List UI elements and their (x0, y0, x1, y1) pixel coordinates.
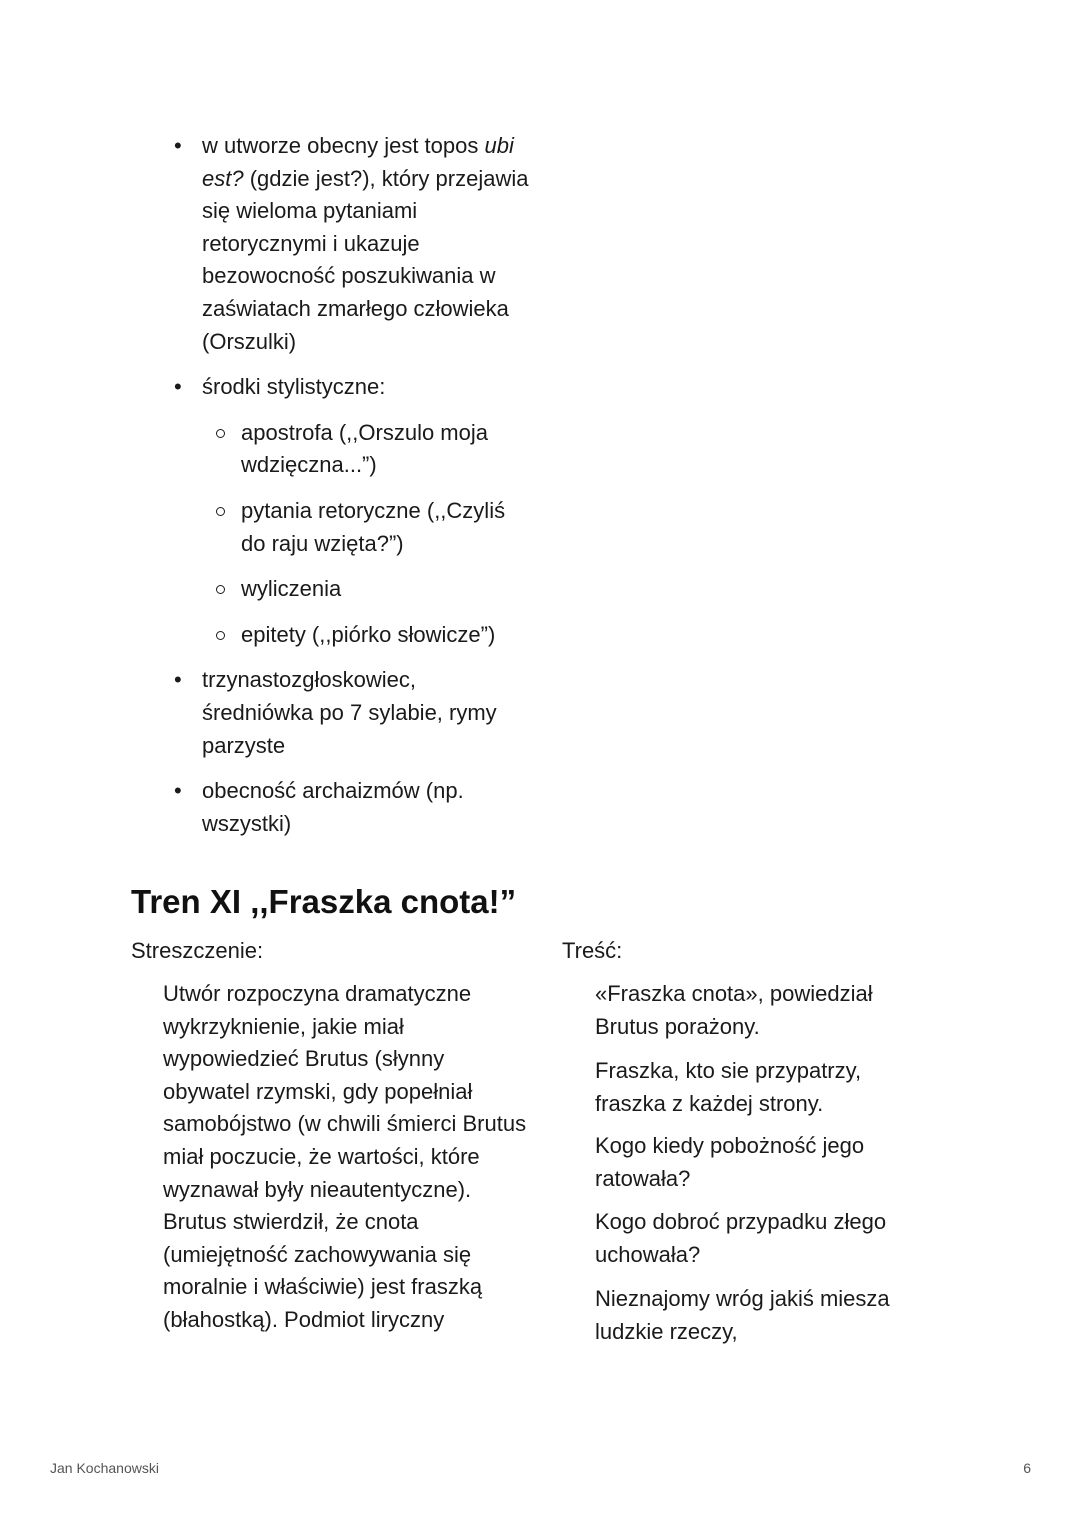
verse: Fraszka, kto sie przypatrzy, fraszka z każdej strony. (595, 1058, 862, 1116)
sub-list-item: epitety (,,piórko słowicze”) (202, 619, 532, 652)
section-title: Tren XI ,,Fraszka cnota!” (131, 883, 517, 920)
page-number: 6 (1023, 1460, 1031, 1476)
list-item: • środki stylistyczne: apostrofa (,,Orszulo moja wdzięczna...”) pytania retoryczne (,,Czyliś do raju wzięta?”) wyliczenia epitety (,,piórko słowicze”) (172, 371, 532, 651)
list-item: • trzynastozgłoskowiec, średniówka po 7 sylabie, rymy parzyste (172, 664, 532, 762)
verse: Kogo dobroć przypadku złego uchowała? (595, 1209, 887, 1267)
list-item: • obecność archaizmów (np. wszystki) (172, 775, 532, 840)
verse: Kogo kiedy pobożność jego ratowała? (595, 1133, 865, 1191)
summary-text: Utwór rozpoczyna dramatyczne wykrzyknienie, jakie miał wypowiedzieć Brutus (słynny obywatel rzymski, gdy popełniał samobójstwo (w chwili śmierci Brutus miał poczucie, że wartości, które wyznawał były nieautentyczne). Brutus stwierdził, że cnota (umiejętność zachowywania się moralnie i właściwie) jest fraszką (błahostką). Podmiot liryczny (163, 981, 527, 1332)
verse: «Fraszka cnota», powiedział Brutus porażony. (595, 981, 873, 1039)
summary-label: Streszczenie: (131, 938, 264, 963)
analysis-list (172, 130, 532, 853)
stylistic-devices-list (202, 417, 532, 652)
footer-author: Jan Kochanowski (50, 1460, 159, 1476)
sub-list-item: pytania retoryczne (,,Czyliś do raju wzięta?”) (202, 495, 532, 560)
content-label: Treść: (562, 938, 623, 963)
list-item: • w utworze obecny jest topos ubi est? (gdzie jest?), który przejawia się wieloma pytaniami retorycznymi i ukazuje bezowocność poszukiwania w zaświatach zmarłego człowieka (Orszulki) (172, 130, 532, 358)
sub-list-item: wyliczenia (202, 573, 532, 606)
verse: Nieznajomy wróg jakiś miesza ludzkie rzeczy, (595, 1286, 890, 1344)
sub-list-item: apostrofa (,,Orszulo moja wdzięczna...”) (202, 417, 532, 482)
